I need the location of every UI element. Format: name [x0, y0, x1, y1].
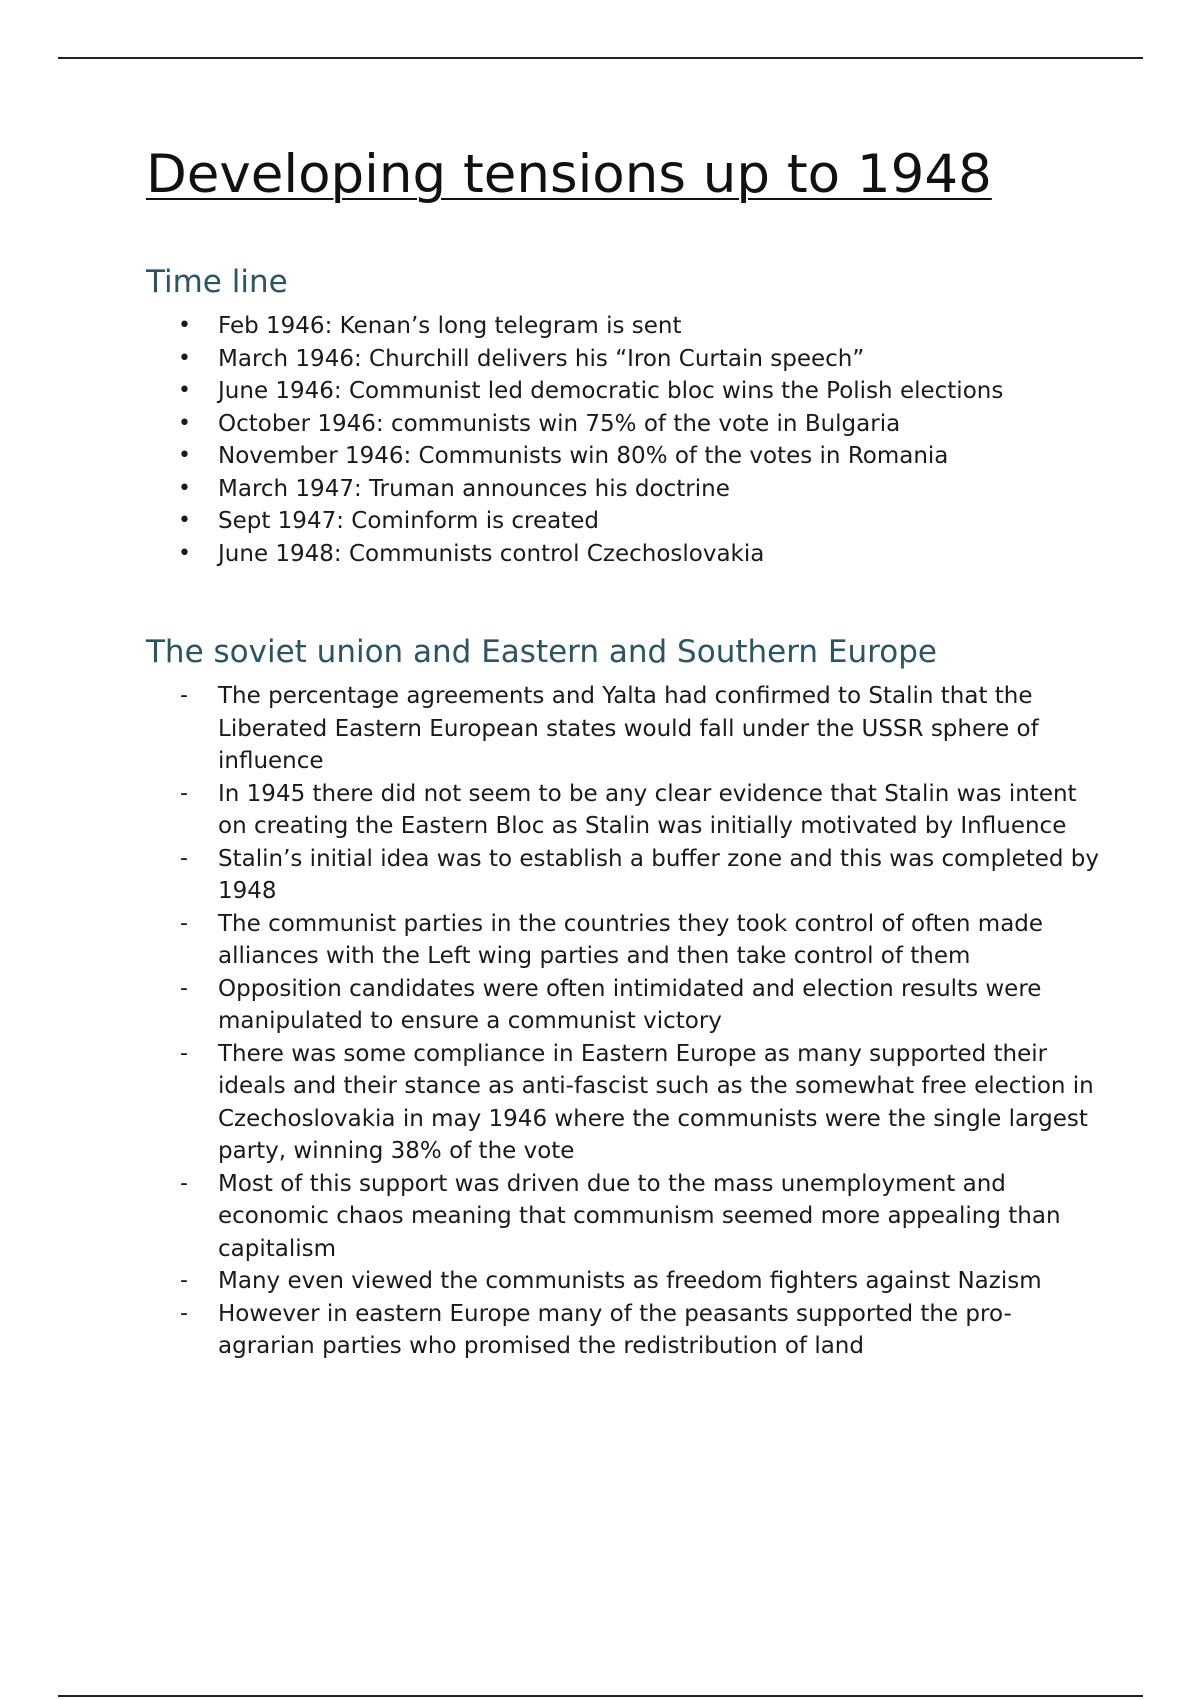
document-title: Developing tensions up to 1948 — [146, 144, 992, 205]
list-item: - The percentage agreements and Yalta had confirmed to Stalin that the Liberated Eastern European states would fall under the USSR sphere of influence — [146, 680, 1106, 778]
bullet-icon: • — [178, 410, 191, 436]
soviet-union-heading: The soviet union and Eastern and Southern Europe — [146, 634, 937, 670]
dash-icon: - — [180, 780, 188, 806]
list-item: • November 1946: Communists win 80% of the votes in Romania — [146, 440, 1106, 473]
bullet-icon: • — [178, 378, 191, 403]
dash-icon: - — [180, 975, 188, 1001]
list-item: - However in eastern Europe many of the peasants supported the pro-agrarian parties who promised the redistribution of land — [146, 1298, 1106, 1363]
header-rule — [58, 57, 1143, 59]
list-item: • October 1946: communists win 75% of the vote in Bulgaria — [146, 408, 1106, 441]
list-item: - Most of this support was driven due to the mass unemployment and economic chaos meaning that communism seemed more appealing than capitalism — [146, 1168, 1106, 1266]
dash-icon: - — [180, 910, 188, 936]
dash-icon: - — [180, 1170, 188, 1196]
bullet-icon: • — [178, 475, 191, 501]
list-item: - Many even viewed the communists as freedom fighters against Nazism — [146, 1265, 1106, 1298]
dash-icon: - — [180, 1040, 188, 1066]
list-item: • June 1948: Communists control Czechoslovakia — [146, 538, 1106, 571]
list-item: • Sept 1947: Cominform is created — [146, 505, 1106, 538]
dash-icon: - — [180, 1300, 188, 1326]
bullet-icon: • — [178, 313, 191, 338]
timeline-list — [146, 310, 1106, 570]
dash-icon: - — [180, 845, 188, 871]
list-item: - The communist parties in the countries they took control of often made alliances with the Left wing parties and then take control of them — [146, 908, 1106, 973]
soviet-union-list — [146, 680, 1106, 1363]
list-item: • March 1946: Churchill delivers his “Iron Curtain speech” — [146, 343, 1106, 376]
dash-icon: - — [180, 683, 188, 708]
footer-rule — [58, 1695, 1143, 1697]
list-item: • Feb 1946: Kenan’s long telegram is sent — [146, 310, 1106, 343]
bullet-icon: • — [178, 443, 191, 468]
dash-icon: - — [180, 1268, 188, 1293]
timeline-heading: Time line — [146, 264, 288, 300]
bullet-icon: • — [178, 508, 191, 533]
list-item: • June 1946: Communist led democratic bloc wins the Polish elections — [146, 375, 1106, 408]
document-body — [146, 140, 1106, 1363]
bullet-icon: • — [178, 540, 191, 566]
list-item: • March 1947: Truman announces his doctrine — [146, 473, 1106, 506]
list-item: - There was some compliance in Eastern Europe as many supported their ideals and their stance as anti-fascist such as the somewhat free election in Czechoslovakia in may 1946 where the communists were the single largest party, winning 38% of the vote — [146, 1038, 1106, 1168]
list-item: - In 1945 there did not seem to be any clear evidence that Stalin was intent on creating the Eastern Bloc as Stalin was initially motivated by Influence — [146, 778, 1106, 843]
list-item: - Opposition candidates were often intimidated and election results were manipulated to ensure a communist victory — [146, 973, 1106, 1038]
bullet-icon: • — [178, 345, 191, 371]
list-item: - Stalin’s initial idea was to establish a buffer zone and this was completed by 1948 — [146, 843, 1106, 908]
